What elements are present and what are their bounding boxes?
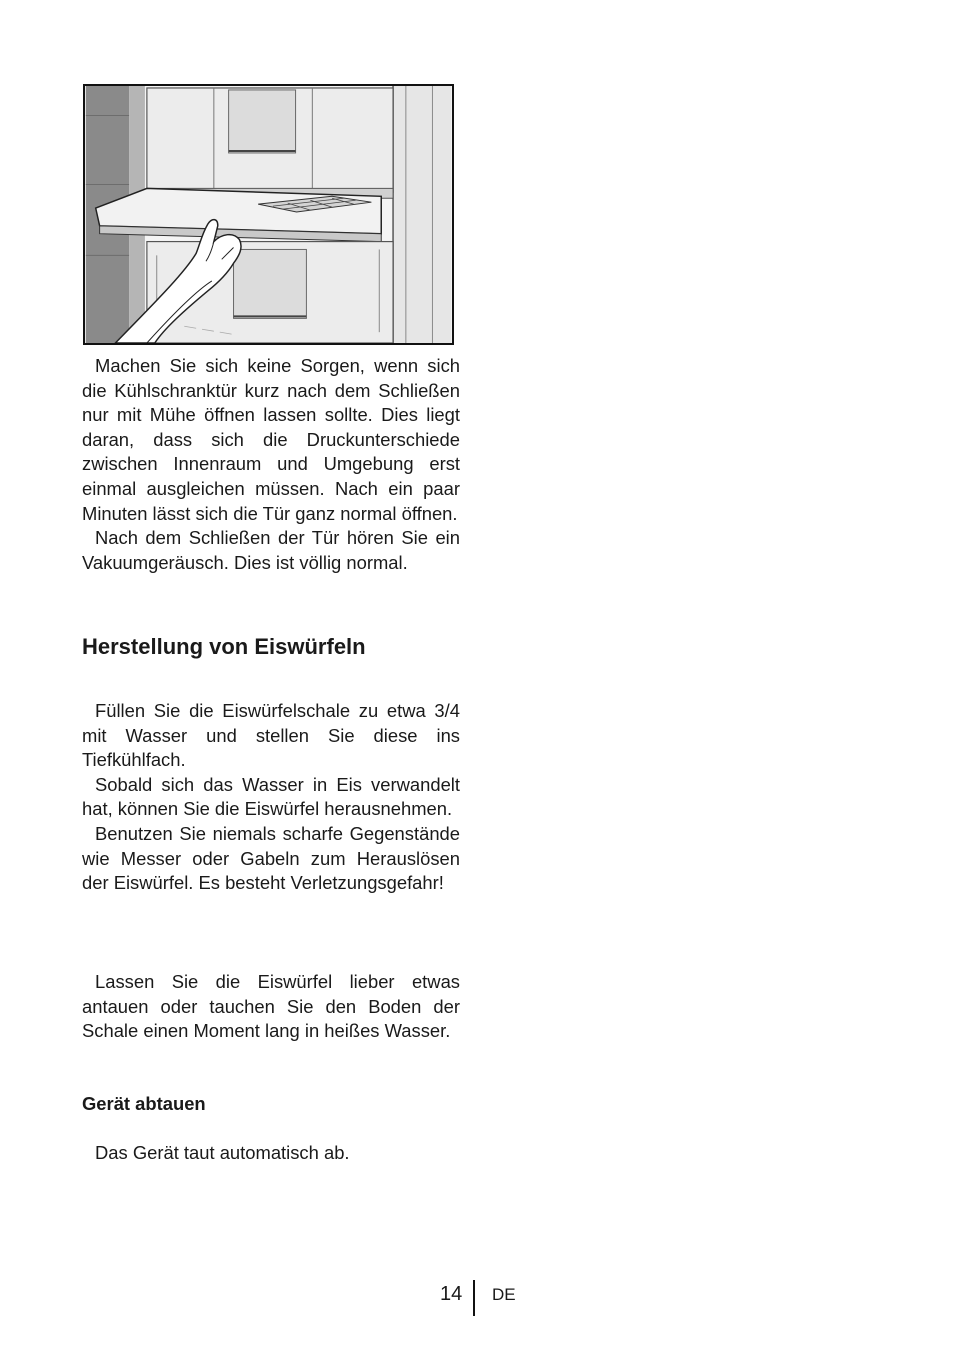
paragraph-warning: Benutzen Sie niemals scharfe Gegenstände wie Messer oder Gabeln zum Herauslösen der Eiswürfel. Es besteht Verletzungsgefahr!	[82, 822, 460, 894]
heading-ice-cubes: Herstellung von Eiswürfeln	[82, 634, 366, 659]
paragraph-thaw-tray: Lassen Sie die Eiswürfel lieber etwas antauen oder tauchen Sie den Boden der Schale einen Moment lang in heißes Wasser.	[82, 971, 460, 1042]
ice-cube-text-block	[82, 699, 460, 896]
fridge-ice-tray-drawer-illustration-icon	[83, 84, 454, 345]
page-number: 14	[440, 1283, 463, 1305]
defrost-text-block	[82, 1141, 460, 1166]
paragraph-fill-tray: Füllen Sie die Eiswürfelschale zu etwa 3/4 mit Wasser und stellen Sie diese ins Tiefkühlfach.	[82, 700, 460, 771]
intro-text-block	[82, 354, 460, 575]
paragraph-remove-cubes: Sobald sich das Wasser in Eis verwandelt hat, können Sie die Eiswürfel herausnehmen.	[82, 773, 460, 820]
paragraph-door-pressure: Machen Sie sich keine Sorgen, wenn sich die Kühlschranktür kurz nach dem Schließen nur mit Mühe öffnen lassen sollte. Dies liegt daran, dass sich die Druckunterschiede zwischen Innenraum und Umgebung erst einmal ausgleichen müssen. Nach ein paar Minuten lässt sich die Tür ganz normal öffnen.	[82, 355, 460, 524]
thaw-text-block	[82, 970, 460, 1044]
heading-defrost: Gerät abtauen	[82, 1093, 206, 1114]
footer-divider	[473, 1280, 475, 1316]
language-code: DE	[492, 1285, 516, 1304]
paragraph-auto-defrost: Das Gerät taut automatisch ab.	[95, 1142, 350, 1163]
paragraph-vacuum-sound: Nach dem Schließen der Tür hören Sie ein Vakuumgeräusch. Dies ist völlig normal.	[82, 527, 460, 573]
